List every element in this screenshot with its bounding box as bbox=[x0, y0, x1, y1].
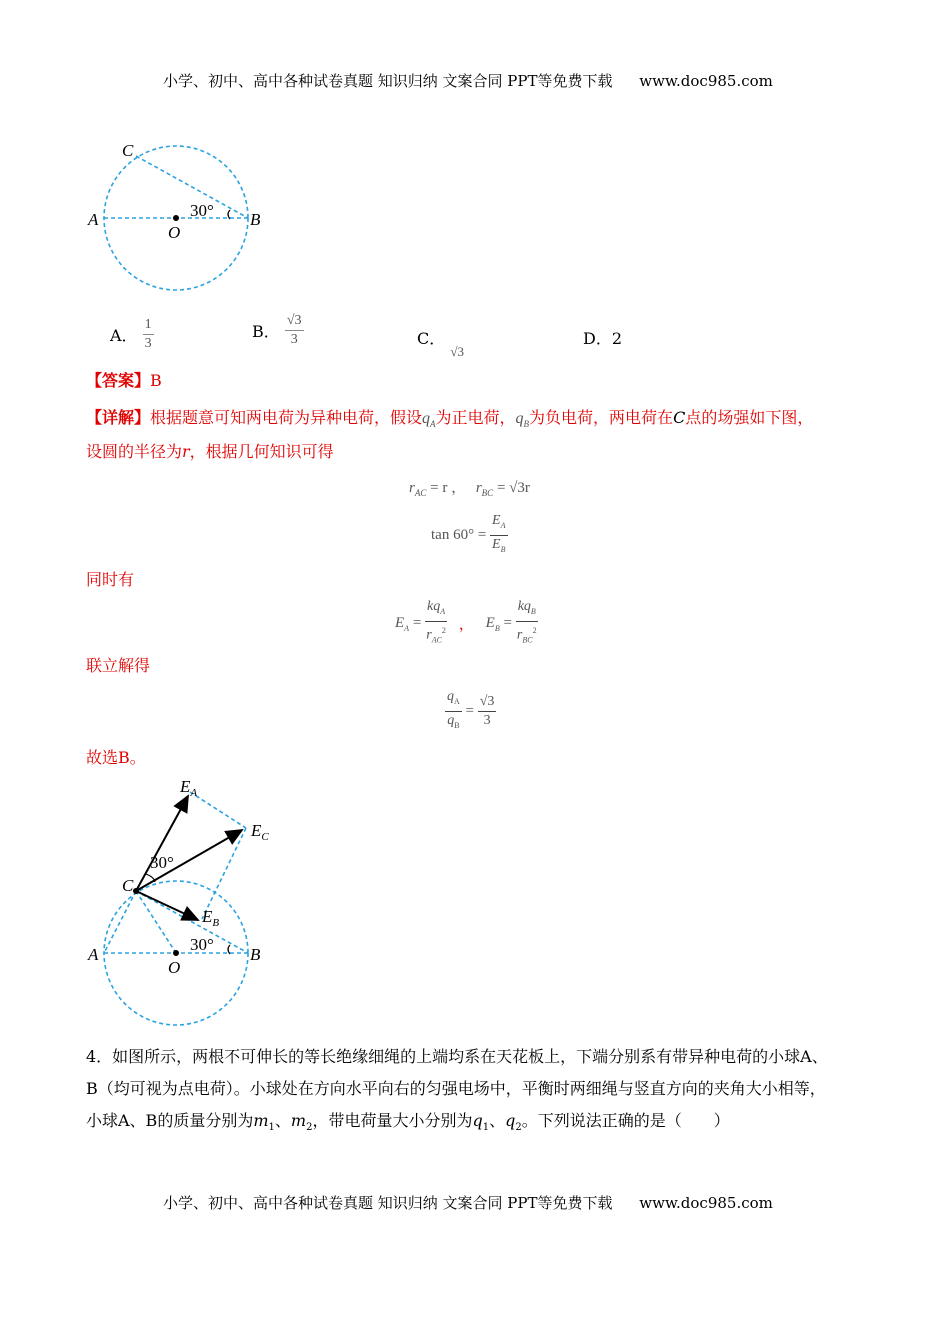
header-text: 小学、初中、高中各种试卷真题 知识归纳 文案合同 PPT等免费下载 bbox=[163, 72, 613, 90]
label-B-2: B bbox=[250, 945, 261, 964]
chord-CA bbox=[104, 891, 136, 953]
question-4-line-3: 小球A、B的质量分别为$m_1$、$m_2$，带电荷量大小分别为$q_1$、$q_2$。下列说法正确的是（ ） bbox=[86, 1111, 730, 1134]
label-C: C bbox=[122, 141, 134, 160]
label-angle-top: 30° bbox=[150, 853, 174, 872]
option-c: C． $_{√3}$ bbox=[417, 329, 464, 359]
circle-figure-1 bbox=[80, 135, 280, 300]
text-guxuan: 故选B。 bbox=[86, 748, 146, 767]
answer-line: 【答案】B bbox=[86, 371, 162, 390]
equation-radius: $r_{AC} = r$ ， $r_{BC} = √3r$ bbox=[409, 480, 530, 498]
question-4-line-1: 4．如图所示，两根不可伸长的等长绝缘细绳的上端均系在天花板上，下端分别系有带异种电荷的小球A、 bbox=[86, 1047, 828, 1066]
option-b: B． $\frac{√3}{3}$ bbox=[252, 313, 302, 347]
footer-url: www.doc985.com bbox=[639, 1194, 773, 1212]
detail-line-2: 设圆的半径为r，根据几何知识可得 bbox=[86, 442, 334, 461]
question-4-line-2: B（均可视为点电荷）。小球处在方向水平向右的匀强电场中，平衡时两细绳与竖直方向的夹角大小相等， bbox=[86, 1079, 826, 1098]
label-O-2: O bbox=[168, 958, 181, 977]
equation-result: $\frac{q_A}{q_B}$ = $\frac{√3}{3}$ bbox=[447, 689, 495, 730]
parallelogram-side-top bbox=[190, 792, 246, 828]
footer-text: 小学、初中、高中各种试卷真题 知识归纳 文案合同 PPT等免费下载 bbox=[163, 1194, 613, 1212]
parallelogram-side-right bbox=[202, 828, 246, 919]
text-lianli: 联立解得 bbox=[86, 656, 151, 675]
field-vector-figure bbox=[80, 770, 300, 1030]
label-angle-30: 30° bbox=[190, 201, 214, 220]
angle-arc bbox=[228, 210, 230, 219]
label-O: O bbox=[168, 223, 181, 242]
label-EB: $E_B$ bbox=[202, 907, 220, 929]
option-d: D．2 bbox=[583, 329, 623, 348]
equation-field: $E_A$ = $\frac{kq_A}{r_{AC}^2}$ ， $E_B$ = $\frac{kq_B}{r_{BC}^2}$ bbox=[395, 599, 537, 645]
detail-line-1: 【详解】根据题意可知两电荷为异种电荷，假设$q_A$为正电荷，$q_B$为负电荷，两电荷在C点的场强如下图， bbox=[86, 408, 814, 430]
center-point-O-2 bbox=[173, 950, 179, 956]
label-EA: $E_A$ bbox=[180, 777, 198, 799]
label-B: B bbox=[250, 210, 261, 229]
label-A: A bbox=[88, 210, 99, 229]
label-C-2: C bbox=[122, 876, 134, 895]
label-EC: $E_C$ bbox=[251, 821, 269, 843]
option-a: A． $\frac{1}{3}$ bbox=[110, 317, 152, 351]
text-tongshi: 同时有 bbox=[86, 570, 135, 589]
equation-tan: tan 60° = $\frac{E_A}{E_B}$ bbox=[431, 513, 506, 554]
page-footer bbox=[163, 1192, 773, 1213]
label-A-2: A bbox=[88, 945, 99, 964]
page-header bbox=[163, 70, 773, 91]
point-C bbox=[133, 888, 139, 894]
header-url: www.doc985.com bbox=[639, 72, 773, 90]
label-angle-bottom: 30° bbox=[190, 935, 214, 954]
center-point-O bbox=[173, 215, 179, 221]
angle-arc-bottom bbox=[228, 945, 230, 954]
